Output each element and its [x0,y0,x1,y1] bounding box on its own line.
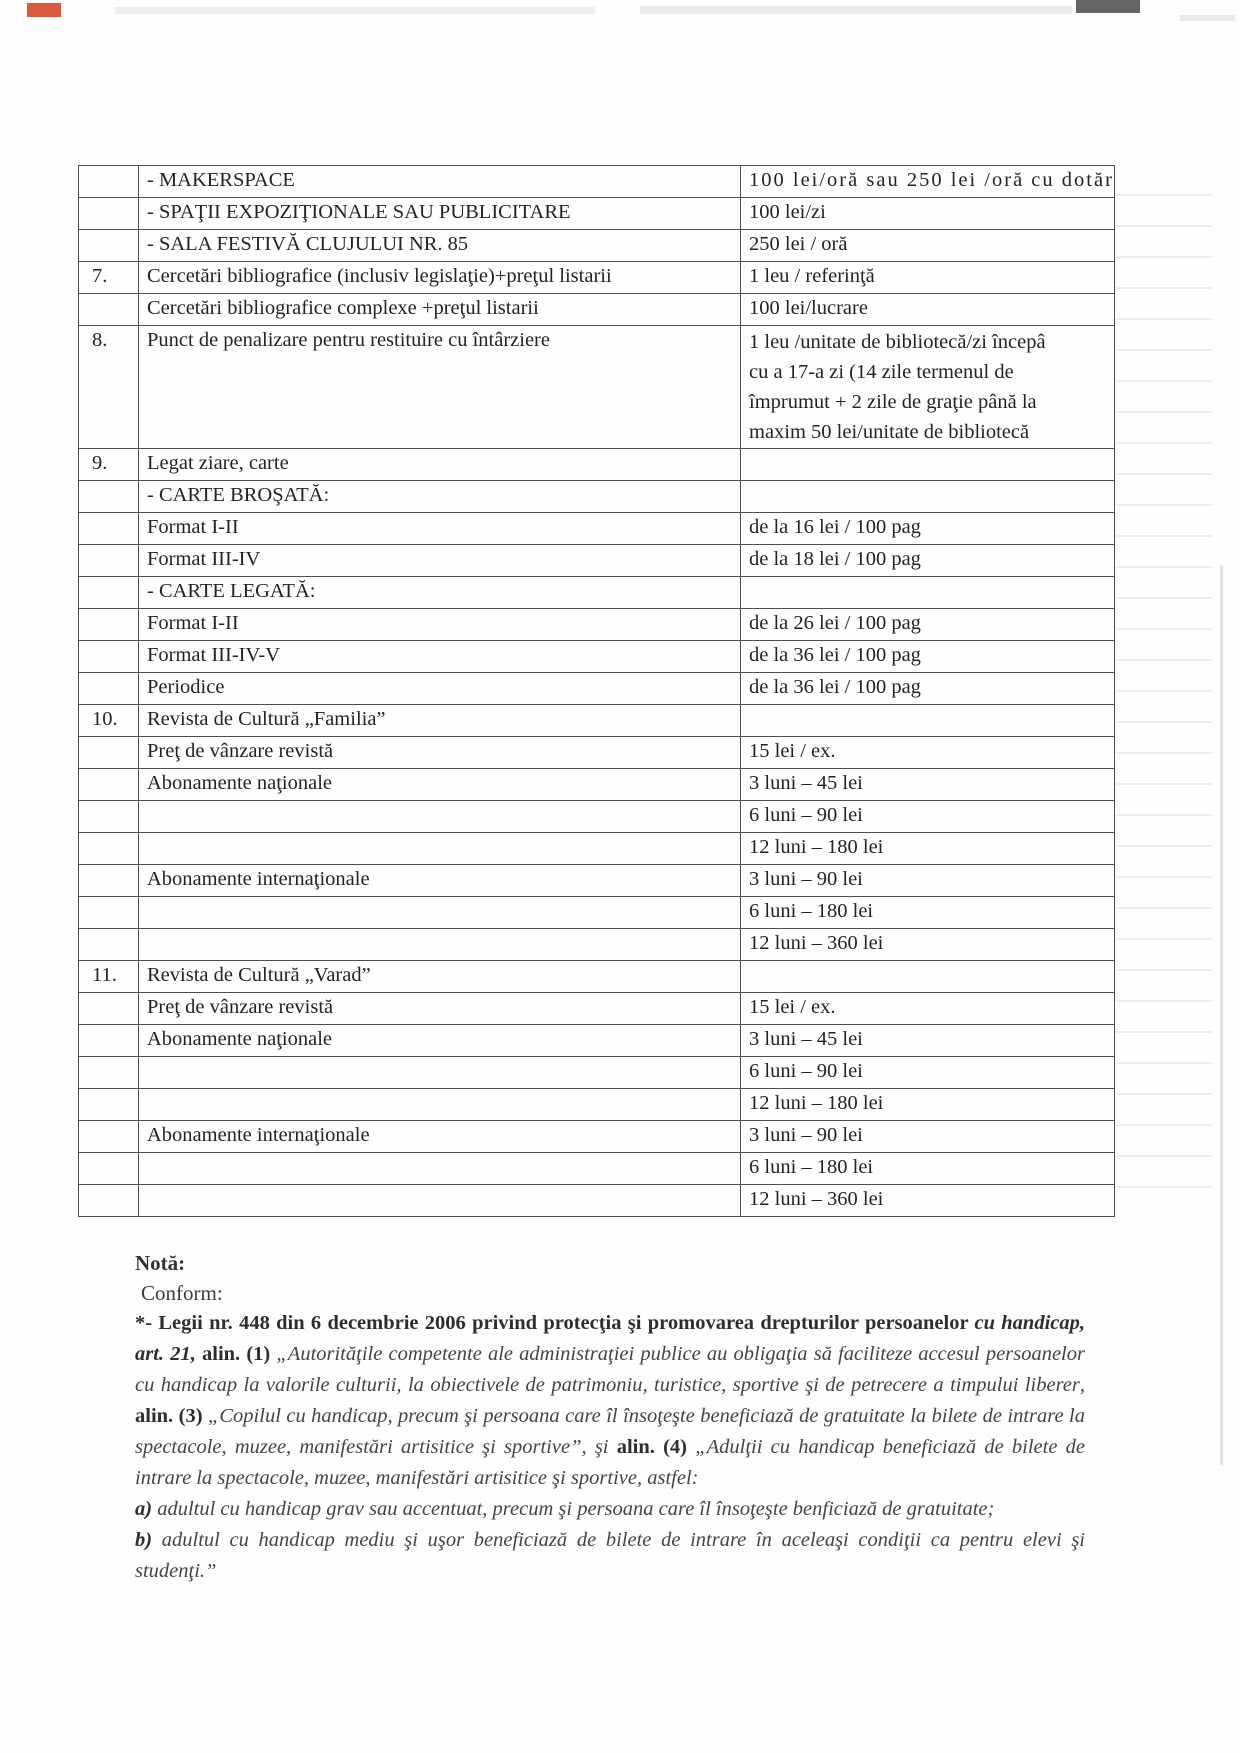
description-cell: Abonamente internaţionale [139,865,741,897]
note-text-run: „Adulţii cu handicap beneficiază de bilete de intrare la spectacole, muzee, manifestări artisitice şi sportive, astfel: [135,1436,1085,1489]
table-row [79,545,1115,577]
price-cell [741,481,1115,513]
note-text-run: adultul cu handicap grav sau accentuat, precum şi persoana care îl însoţeşte benficiază de gratuitate; [157,1498,995,1520]
table-row [79,961,1115,993]
price-cell: 3 luni – 90 lei [741,865,1115,897]
note-text-run: cu handicap, art. 21, [135,1312,1085,1365]
red-mark-artifact [27,3,61,17]
description-cell [139,1185,741,1217]
row-number-cell: 10. [79,705,139,737]
table-row [79,198,1115,230]
description-cell: Punct de penalizare pentru restituire cu întârziere [139,326,741,449]
description-cell: Cercetări bibliografice complexe +preţul listarii [139,294,741,326]
table-row [79,1121,1115,1153]
row-number-cell [79,1121,139,1153]
description-cell: Format I-II [139,513,741,545]
table-row [79,230,1115,262]
scan-streak-artifact [115,7,595,14]
tariff-table-body [79,166,1115,1217]
note-paragraphs [135,1308,1085,1587]
table-row [79,1025,1115,1057]
row-number-cell [79,609,139,641]
row-number-cell [79,1185,139,1217]
price-cell: 6 luni – 90 lei [741,801,1115,833]
note-text-run: alin. (1) [202,1343,277,1365]
description-cell: - SALA FESTIVĂ CLUJULUI NR. 85 [139,230,741,262]
price-cell: 3 luni – 45 lei [741,769,1115,801]
price-cell: 3 luni – 90 lei [741,1121,1115,1153]
row-number-cell [79,1057,139,1089]
description-cell [139,929,741,961]
note-text-run: *- Legii nr. 448 din 6 decembrie 2006 privind protecţia şi promovarea drepturilor persoanelor [135,1312,975,1334]
description-cell: Format I-II [139,609,741,641]
price-cell: 6 luni – 180 lei [741,897,1115,929]
price-cell: 12 luni – 180 lei [741,1089,1115,1121]
row-number-cell [79,833,139,865]
price-cell: 250 lei / oră [741,230,1115,262]
table-row [79,262,1115,294]
description-cell: Periodice [139,673,741,705]
description-cell: - CARTE LEGATĂ: [139,577,741,609]
price-cell: de la 36 lei / 100 pag [741,673,1115,705]
row-number-cell [79,294,139,326]
table-row [79,294,1115,326]
table-row [79,673,1115,705]
note-paragraph [135,1525,1085,1587]
note-text-run: adultul cu handicap mediu şi uşor beneficiază de bilete de intrare în aceleaşi condiţii ca pentru elevi şi studenţi.” [135,1529,1086,1582]
row-number-cell [79,230,139,262]
price-cell: 15 lei / ex. [741,737,1115,769]
row-number-cell [79,929,139,961]
note-text-run: b) [135,1529,162,1551]
table-row [79,577,1115,609]
price-cell [741,961,1115,993]
row-number-cell [79,481,139,513]
price-cell: de la 18 lei / 100 pag [741,545,1115,577]
price-cell: de la 16 lei / 100 pag [741,513,1115,545]
price-cell: de la 26 lei / 100 pag [741,609,1115,641]
table-row [79,449,1115,481]
note-conform-label: Conform: [141,1281,223,1305]
description-cell: Abonamente internaţionale [139,1121,741,1153]
description-cell [139,1153,741,1185]
description-cell [139,897,741,929]
row-number-cell [79,673,139,705]
note-text-run: a) [135,1498,158,1520]
table-row [79,929,1115,961]
price-cell: 6 luni – 90 lei [741,1057,1115,1089]
table-row [79,513,1115,545]
description-cell [139,801,741,833]
row-number-cell [79,897,139,929]
dark-bar-artifact [1076,0,1140,13]
description-cell: Cercetări bibliografice (inclusiv legislaţie)+preţul listarii [139,262,741,294]
row-number-cell [79,513,139,545]
price-cell [741,577,1115,609]
table-line-bleed-artifact [1116,165,1212,1188]
note-text-run: „Copilul cu handicap, precum şi persoana care îl însoţeşte beneficiază de gratuitate la bilete de intrare la spectacole, muzee, manifestări artisitice şi sportive”, şi [135,1405,1085,1458]
tariff-table [78,165,1115,1217]
row-number-cell [79,198,139,230]
row-number-cell [79,641,139,673]
page-edge-line-artifact [1220,565,1223,1465]
table-row [79,1057,1115,1089]
description-cell: Format III-IV-V [139,641,741,673]
note-text-run: , [1079,1374,1085,1396]
table-row [79,833,1115,865]
row-number-cell: 8. [79,326,139,449]
description-cell: Legat ziare, carte [139,449,741,481]
note-text-run: alin. (3) [135,1405,208,1427]
description-cell: Revista de Cultură „Varad” [139,961,741,993]
description-cell: Preţ de vânzare revistă [139,737,741,769]
description-cell: - MAKERSPACE [139,166,741,198]
description-cell: Revista de Cultură „Familia” [139,705,741,737]
price-cell: 100 lei/lucrare [741,294,1115,326]
price-cell: 12 luni – 360 lei [741,1185,1115,1217]
table-row [79,737,1115,769]
row-number-cell: 7. [79,262,139,294]
row-number-cell: 11. [79,961,139,993]
price-cell: 6 luni – 180 lei [741,1153,1115,1185]
table-row [79,801,1115,833]
table-row [79,326,1115,449]
table-row [79,641,1115,673]
description-cell [139,833,741,865]
table-row [79,1153,1115,1185]
row-number-cell [79,1089,139,1121]
table-row [79,481,1115,513]
price-cell: 3 luni – 45 lei [741,1025,1115,1057]
price-cell: 100 lei/zi [741,198,1115,230]
price-cell: 12 luni – 180 lei [741,833,1115,865]
row-number-cell [79,769,139,801]
row-number-cell [79,737,139,769]
row-number-cell [79,993,139,1025]
table-row [79,705,1115,737]
row-number-cell [79,545,139,577]
row-number-cell [79,801,139,833]
description-cell: - SPAŢII EXPOZIŢIONALE SAU PUBLICITARE [139,198,741,230]
row-number-cell [79,1025,139,1057]
row-number-cell [79,166,139,198]
table-row [79,609,1115,641]
description-cell: Preţ de vânzare revistă [139,993,741,1025]
row-number-cell: 9. [79,449,139,481]
note-text-run: „Autorităţile competente ale administraţiei publice au obligaţia să faciliteze accesul persoanelor cu handicap la valorile culturii, la obiectivele de patrimoniu, turistice, sportive şi de petrecere a timpului liberer [135,1343,1085,1396]
note-heading: Notă: [135,1251,186,1275]
price-cell: 1 leu / referinţă [741,262,1115,294]
price-cell [741,705,1115,737]
description-cell: Abonamente naţionale [139,769,741,801]
row-number-cell [79,1153,139,1185]
price-cell: 100 lei/oră sau 250 lei /oră cu dotăr [741,166,1115,198]
scan-streak-artifact [640,6,1072,14]
note-paragraph [135,1308,1085,1494]
price-cell: 15 lei / ex. [741,993,1115,1025]
table-row [79,897,1115,929]
table-row [79,865,1115,897]
table-row [79,993,1115,1025]
note-text-run: alin. (4) [616,1436,696,1458]
price-cell [741,449,1115,481]
table-row [79,166,1115,198]
description-cell [139,1089,741,1121]
row-number-cell [79,865,139,897]
scan-streak-artifact [1180,15,1235,21]
row-number-cell [79,577,139,609]
description-cell [139,1057,741,1089]
price-cell: 12 luni – 360 lei [741,929,1115,961]
table-row [79,769,1115,801]
note-paragraph [135,1494,1085,1525]
description-cell: Abonamente naţionale [139,1025,741,1057]
price-cell: de la 36 lei / 100 pag [741,641,1115,673]
table-row [79,1185,1115,1217]
description-cell: Format III-IV [139,545,741,577]
note-section [135,1248,1085,1587]
table-row [79,1089,1115,1121]
price-cell: 1 leu /unitate de bibliotecă/zi începâ cu a 17-a zi (14 zile termenul de împrumut + 2 zile de graţie până la maxim 50 lei/unitate de bibliotecă [741,326,1115,449]
description-cell: - CARTE BROŞATĂ: [139,481,741,513]
